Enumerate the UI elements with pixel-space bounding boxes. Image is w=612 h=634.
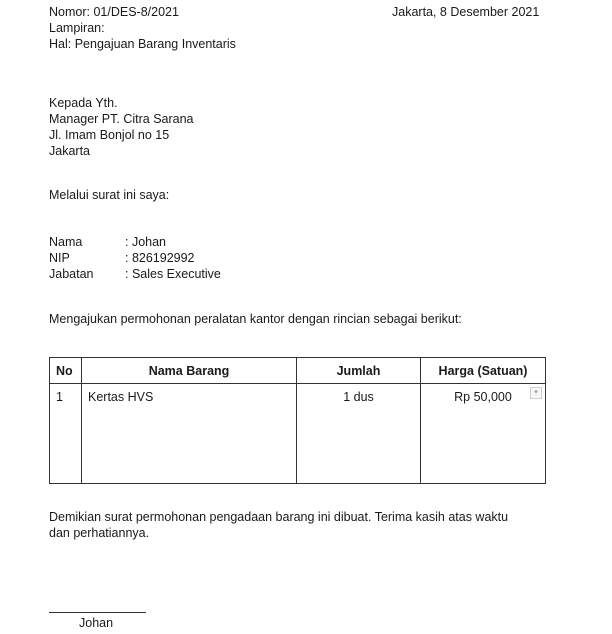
cell-no: 1 — [50, 384, 82, 484]
identity-label: NIP — [49, 251, 70, 265]
table-row — [50, 384, 546, 484]
closing-text: Demikian surat permohonan pengadaan barang ini dibuat. Terima kasih atas waktu dan perhatiannya. — [49, 510, 509, 540]
letter-header-left — [49, 4, 236, 52]
identity-value: : 826192992 — [125, 251, 195, 265]
recipient-block — [49, 95, 194, 159]
chevron-down-icon[interactable]: ▾ — [530, 387, 542, 399]
items-table — [49, 357, 546, 484]
identity-label: Jabatan — [49, 267, 94, 281]
recipient-name: Manager PT. Citra Sarana — [49, 112, 194, 126]
identity-value: : Sales Executive — [125, 267, 221, 281]
letter-number: Nomor: 01/DES-8/2021 — [49, 5, 179, 19]
identity-row-name — [49, 234, 221, 250]
column-header-price: Harga (Satuan) — [421, 358, 546, 384]
column-header-quantity: Jumlah — [297, 358, 421, 384]
cell-price-value: Rp 50,000 — [454, 390, 512, 404]
identity-label: Nama — [49, 235, 83, 249]
recipient-salutation: Kepada Yth. — [49, 96, 118, 110]
recipient-address: Jl. Imam Bonjol no 15 — [49, 128, 170, 142]
identity-value: : Johan — [125, 235, 167, 249]
letter-place-date: Jakarta, 8 Desember 2021 — [392, 5, 540, 19]
cell-price[interactable] — [421, 384, 546, 484]
column-header-no: No — [50, 358, 82, 384]
table-header-row — [50, 358, 546, 384]
signature-name: Johan — [79, 616, 114, 630]
letter-subject: Hal: Pengajuan Barang Inventaris — [49, 37, 236, 51]
identity-row-jabatan — [49, 266, 221, 282]
request-text: Mengajukan permohonan peralatan kantor dengan rincian sebagai berikut: — [49, 312, 462, 326]
intro-text: Melalui surat ini saya: — [49, 188, 170, 202]
cell-quantity: 1 dus — [297, 384, 421, 484]
identity-block — [49, 234, 221, 282]
identity-row-nip — [49, 250, 221, 266]
signature-line — [49, 612, 146, 613]
recipient-city: Jakarta — [49, 144, 90, 158]
column-header-item: Nama Barang — [82, 358, 297, 384]
attachment-label: Lampiran: — [49, 21, 105, 35]
cell-item-name: Kertas HVS — [82, 384, 297, 484]
